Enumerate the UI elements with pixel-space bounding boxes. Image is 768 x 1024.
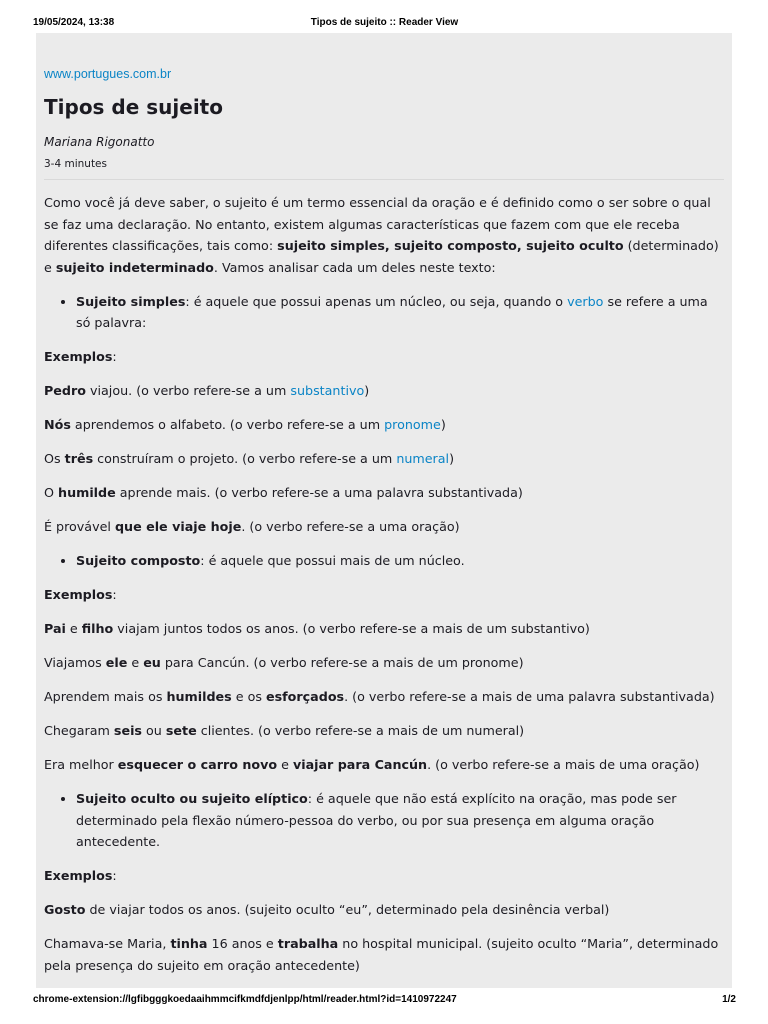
example-line: Aprendem mais os humildes e os esforçados. (o verbo refere-se a mais de uma palavra substantivada) [44,689,715,704]
example-line: Chamava-se Maria, tinha 16 anos e trabalha no hospital municipal. (sujeito oculto “Maria”, determinado pela presença do sujeito em oração antecedente) [44,936,719,973]
print-datetime: 19/05/2024, 13:38 [33,17,115,28]
print-header [33,17,736,31]
page-number: 1/2 [722,994,736,1005]
link-pronome[interactable]: pronome [384,417,441,432]
example-line: Viajamos ele e eu para Cancún. (o verbo refere-se a mais de um pronome) [44,655,524,670]
list-item: • Sujeito simples: é aquele que possui apenas um núcleo, ou seja, quando o verbo se refere a uma só palavra: [76,291,724,334]
link-substantivo[interactable]: substantivo [290,383,365,398]
article-title: Tipos de sujeito [44,95,223,119]
list-simples [44,291,724,334]
examples-heading: Exemplos: [44,868,117,883]
example-line: É provável que ele viaje hoje. (o verbo refere-se a uma oração) [44,519,460,534]
list-item: • Sujeito oculto ou sujeito elíptico: é aquele que não está explícito na oração, mas pode ser determinado pela flexão número-pessoa do verbo, ou por sua presença em alguma oração antecedente. [76,788,724,853]
examples-heading: Exemplos: [44,587,117,602]
list-composto [44,550,724,572]
print-title: Tipos de sujeito :: Reader View [310,17,459,28]
example-line: Nós aprendemos o alfabeto. (o verbo refere-se a um pronome) [44,417,446,432]
print-footer [33,994,736,1008]
examples-heading: Exemplos: [44,349,117,364]
example-line: Chegaram seis ou sete clientes. (o verbo refere-se a mais de um numeral) [44,723,525,738]
example-line: Era melhor esquecer o carro novo e viajar para Cancún. (o verbo refere-se a mais de uma oração) [44,757,700,772]
intro-paragraph: Como você já deve saber, o sujeito é um termo essencial da oração e é definido como o ser sobre o qual se faz uma declaração. No entanto, existem algumas características que fazem com que ele receba diferentes classificações, tais como: sujeito simples, sujeito composto, sujeito oculto (determinado) e sujeito indeterminado. Vamos analisar cada um deles neste texto: [44,195,719,275]
reader-view [36,33,732,988]
list-oculto [44,788,724,853]
link-verbo[interactable]: verbo [567,293,604,309]
reading-time: 3-4 minutes [44,158,107,170]
article-content [44,192,724,976]
print-url: chrome-extension://lgfibgggkoedaaihmmcifkmdfdjenlpp/html/reader.html?id=1410972247 [33,994,457,1005]
list-item: • Sujeito composto: é aquele que possui mais de um núcleo. [76,550,724,572]
author-byline: Mariana Rigonatto [44,135,155,149]
source-domain-link[interactable]: www.portugues.com.br [44,67,172,81]
example-line: Os três construíram o projeto. (o verbo refere-se a um numeral) [44,451,455,466]
example-line: Pedro viajou. (o verbo refere-se a um substantivo) [44,383,370,398]
example-line: Pai e filho viajam juntos todos os anos. (o verbo refere-se a mais de um substantivo) [44,621,590,636]
header-divider [44,179,724,180]
example-line: Gosto de viajar todos os anos. (sujeito oculto “eu”, determinado pela desinência verbal) [44,902,610,917]
example-line: O humilde aprende mais. (o verbo refere-se a uma palavra substantivada) [44,485,523,500]
link-numeral[interactable]: numeral [396,451,450,466]
